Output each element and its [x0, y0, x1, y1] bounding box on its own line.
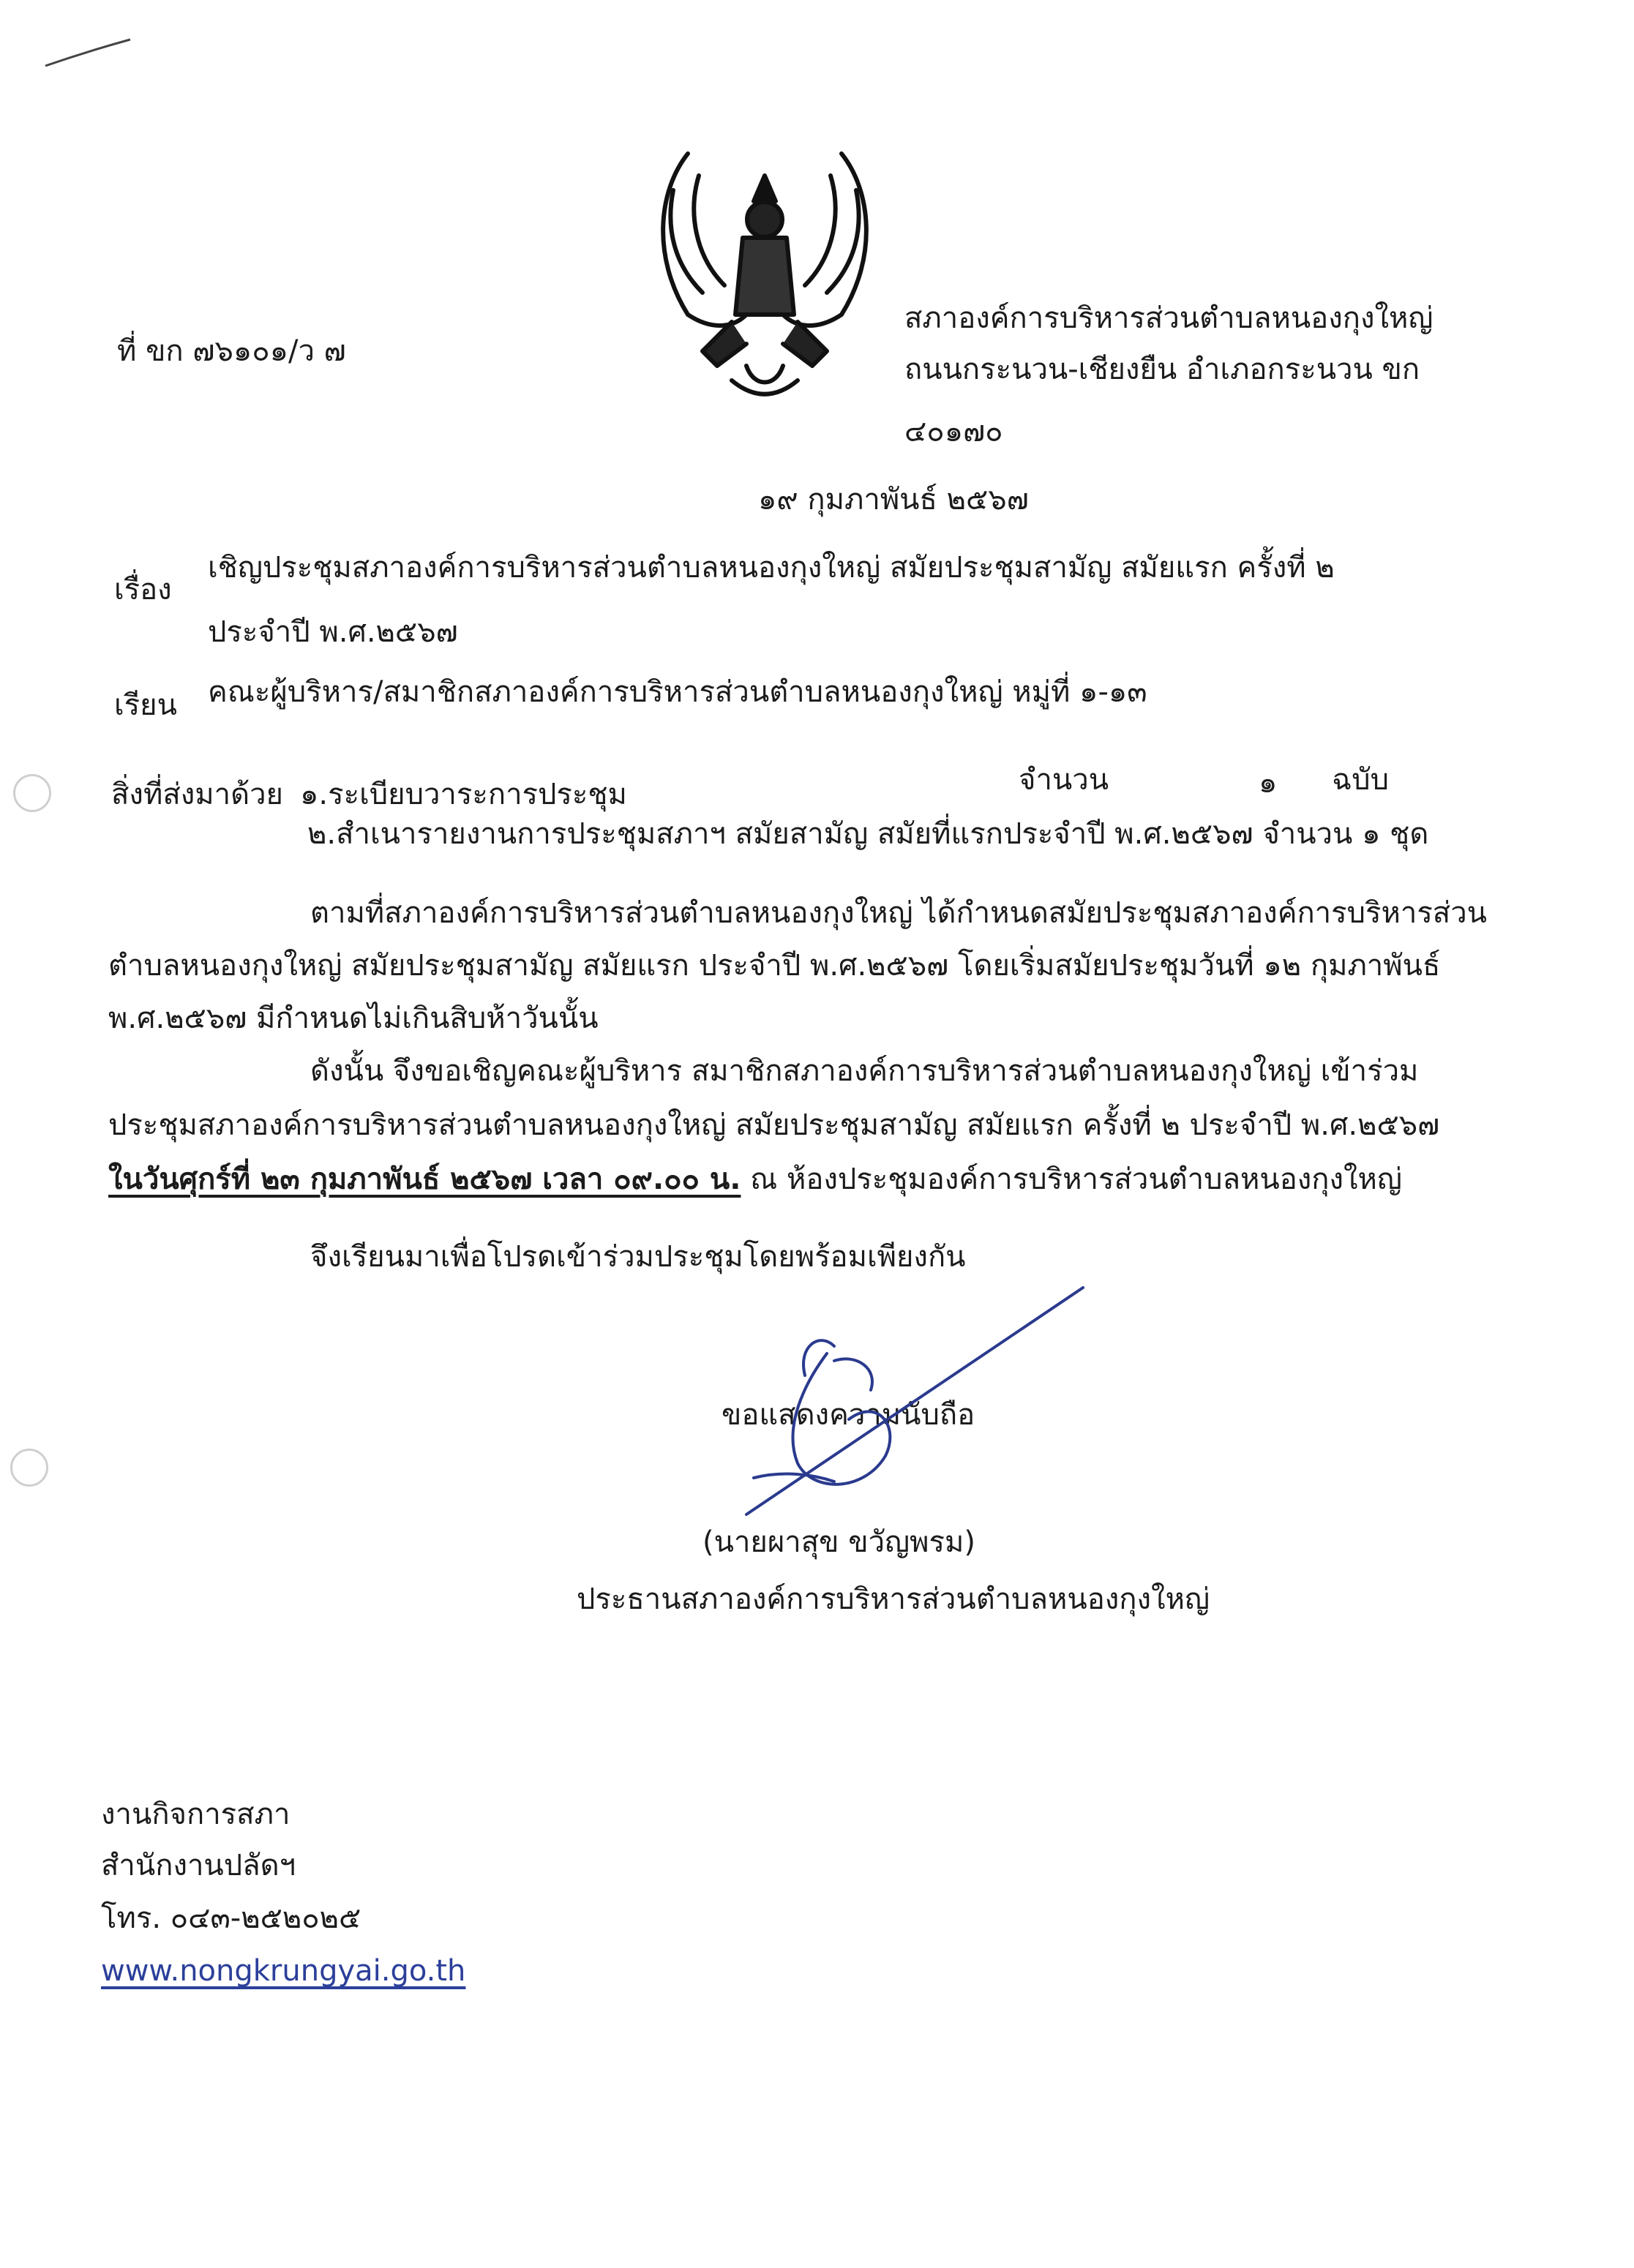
org-name: สภาองค์การบริหารส่วนตำบลหนองกุงใหญ่	[904, 301, 1434, 335]
footer-website-link[interactable]: www.nongkrungyai.go.th	[101, 1954, 466, 1988]
reference-number: ที่ ขก ๗๖๑๐๑/ว ๗	[117, 334, 346, 368]
subject-label: เรื่อง	[114, 573, 172, 607]
recipient-text: คณะผู้บริหาร/สมาชิกสภาองค์การบริหารส่วนตำบลหนองกุงใหญ่ หมู่ที่ ๑-๑๓	[208, 675, 1147, 709]
footer-dept: งานกิจการสภา	[101, 1798, 291, 1831]
address-line-2: ๔๐๑๗๐	[904, 415, 1003, 448]
meeting-datetime: ในวันศุกร์ที่ ๒๓ กุมภาพันธ์ ๒๕๖๗ เวลา ๐๙.๐๐ น.	[108, 1163, 741, 1196]
body-paragraph-1-line-2: ตำบลหนองกุงใหญ่ สมัยประชุมสามัญ สมัยแรก ประจำปี พ.ศ.๒๕๖๗ โดยเริ่มสมัยประชุมวันที่ ๑๒ กุมภาพันธ์	[108, 949, 1441, 983]
punch-hole-top	[13, 774, 51, 812]
enclosure-item-1-unit: ฉบับ	[1332, 763, 1390, 797]
footer-office: สำนักงานปลัดฯ	[101, 1849, 296, 1882]
garuda-emblem-icon	[644, 146, 885, 402]
body-paragraph-3: จึงเรียนมาเพื่อโปรดเข้าร่วมประชุมโดยพร้อมเพียงกัน	[310, 1240, 966, 1274]
enclosure-label: สิ่งที่ส่งมาด้วย	[111, 778, 283, 811]
subject-line-1: เชิญประชุมสภาองค์การบริหารส่วนตำบลหนองกุงใหญ่ สมัยประชุมสามัญ สมัยแรก ครั้งที่ ๒	[208, 551, 1335, 585]
scan-mark	[44, 29, 132, 73]
subject-line-2: ประจำปี พ.ศ.๒๕๖๗	[208, 615, 458, 649]
punch-hole-bottom	[10, 1449, 48, 1487]
body-paragraph-2-line-3	[108, 1159, 1402, 1200]
signature-icon	[688, 1273, 1098, 1522]
letter-date: ๑๙ กุมภาพันธ์ ๒๕๖๗	[758, 483, 1029, 517]
enclosure-item-1-qty: ๑	[1259, 766, 1278, 800]
recipient-label: เรียน	[114, 688, 177, 722]
body-paragraph-2-line-1: ดังนั้น จึงขอเชิญคณะผู้บริหาร สมาชิกสภาองค์การบริหารส่วนตำบลหนองกุงใหญ่ เข้าร่วม	[310, 1054, 1419, 1088]
body-paragraph-2-line-2: ประชุมสภาองค์การบริหารส่วนตำบลหนองกุงใหญ่ สมัยประชุมสามัญ สมัยแรก ครั้งที่ ๒ ประจำปี พ.ศ.๒๕๖๗	[108, 1108, 1440, 1142]
enclosure-item-1-qty-label: จำนวน	[1019, 763, 1109, 797]
enclosure-item-2: ๒.สำเนารายงานการประชุมสภาฯ สมัยสามัญ สมัยที่แรกประจำปี พ.ศ.๒๕๖๗ จำนวน ๑ ชุด	[307, 817, 1429, 851]
closing-regards: ขอแสดงความนับถือ	[722, 1398, 975, 1432]
body-paragraph-1-line-1: ตามที่สภาองค์การบริหารส่วนตำบลหนองกุงใหญ่ ได้กำหนดสมัยประชุมสภาองค์การบริหารส่วน	[310, 896, 1488, 930]
body-paragraph-1-line-3: พ.ศ.๒๕๖๗ มีกำหนดไม่เกินสิบห้าวันนั้น	[108, 1002, 599, 1035]
footer-phone: โทร. ๐๔๓-๒๕๒๐๒๕	[101, 1901, 361, 1935]
enclosure-item-1: ๑.ระเบียบวาระการประชุม	[300, 778, 627, 811]
signatory-name: (นายผาสุข ขวัญพรม)	[702, 1525, 975, 1559]
address-line-1: ถนนกระนวน-เชียงยืน อำเภอกระนวน ขก	[904, 353, 1420, 386]
meeting-venue: ณ ห้องประชุมองค์การบริหารส่วนตำบลหนองกุงใหญ่	[741, 1163, 1402, 1196]
signatory-title: ประธานสภาองค์การบริหารส่วนตำบลหนองกุงใหญ่	[577, 1582, 1210, 1616]
